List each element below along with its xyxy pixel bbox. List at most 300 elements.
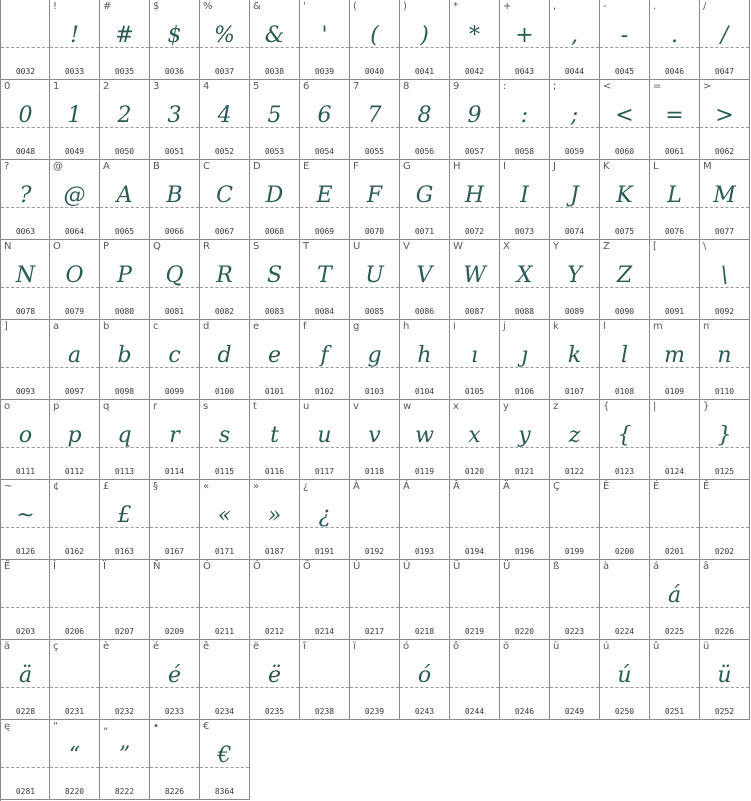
glyph-sample	[550, 500, 599, 532]
glyph-sample	[400, 580, 449, 612]
char-code: 0196	[514, 547, 535, 556]
key-label: §	[153, 481, 158, 492]
glyph-cell	[500, 160, 550, 240]
char-code: 0058	[514, 147, 535, 156]
glyph-cell	[1, 80, 50, 160]
glyph-cell	[600, 240, 650, 320]
glyph-sample	[50, 580, 99, 612]
char-code: 0033	[64, 67, 85, 76]
glyph-sample: A	[116, 183, 133, 208]
glyph-sample: p	[67, 423, 82, 448]
glyph-cell	[400, 480, 450, 560]
glyph-sample: v	[368, 423, 381, 448]
char-code: 0203	[15, 627, 36, 636]
key-label: l	[603, 321, 606, 332]
key-label: +	[503, 1, 512, 12]
glyph-cell	[150, 560, 200, 640]
char-code: 0239	[364, 707, 385, 716]
glyph-sample: 9	[467, 103, 482, 128]
glyph-cell	[150, 320, 200, 400]
char-code: 0073	[514, 227, 535, 236]
key-label: M	[703, 161, 712, 172]
glyph-cell	[50, 480, 100, 560]
glyph-sample	[200, 580, 249, 612]
char-code: 0045	[614, 67, 635, 76]
key-label: D	[253, 161, 261, 172]
glyph-cell	[300, 560, 350, 640]
glyph-cell	[600, 400, 650, 480]
glyph-sample: &	[264, 23, 285, 48]
glyph-cell	[200, 80, 250, 160]
char-code: 0220	[514, 627, 535, 636]
key-label: S	[253, 241, 260, 252]
char-code: 0098	[114, 387, 135, 396]
glyph-cell	[500, 640, 550, 720]
key-label: =	[653, 81, 662, 92]
glyph-sample: y	[518, 423, 531, 448]
glyph-cell	[350, 80, 400, 160]
glyph-cell	[150, 720, 200, 800]
glyph-sample: ó	[417, 663, 432, 688]
glyph-cell	[450, 400, 500, 480]
key-label: :	[503, 81, 507, 92]
glyph-sample	[50, 500, 99, 532]
glyph-sample	[450, 660, 499, 692]
glyph-cell	[300, 240, 350, 320]
key-label: «	[203, 481, 210, 492]
glyph-sample	[1, 340, 50, 372]
glyph-sample: O	[65, 263, 84, 288]
glyph-sample	[1, 580, 50, 612]
char-code: 8222	[114, 787, 135, 796]
char-code: 0082	[214, 307, 235, 316]
char-code: 0121	[514, 467, 535, 476]
key-label: 8	[403, 81, 410, 92]
key-label: C	[203, 161, 210, 172]
char-code: 0202	[714, 547, 735, 556]
glyph-sample: T	[317, 263, 332, 288]
key-label: p	[53, 401, 60, 412]
char-code: 0191	[314, 547, 335, 556]
char-code: 0071	[414, 227, 435, 236]
key-label: >	[703, 81, 712, 92]
char-code: 0080	[114, 307, 135, 316]
char-code: 0212	[264, 627, 285, 636]
glyph-sample: {	[617, 423, 632, 448]
glyph-sample: +	[515, 23, 534, 48]
char-code: 0194	[464, 547, 485, 556]
key-label: ß	[553, 561, 560, 572]
key-label: f	[303, 321, 307, 332]
key-label: r	[153, 401, 158, 412]
glyph-sample: ä	[18, 663, 33, 688]
glyph-sample	[100, 660, 149, 692]
char-code: 0228	[15, 707, 36, 716]
char-code: 0226	[714, 627, 735, 636]
glyph-cell	[400, 400, 450, 480]
key-label: ;	[553, 81, 557, 92]
key-label: à	[603, 561, 610, 572]
glyph-sample	[100, 580, 149, 612]
key-label: ¢	[53, 481, 60, 492]
glyph-sample: 5	[267, 103, 282, 128]
key-label: !	[53, 1, 58, 12]
key-label: $	[153, 1, 160, 12]
char-code: 0041	[414, 67, 435, 76]
key-label: B	[153, 161, 160, 172]
char-code: 0234	[214, 707, 235, 716]
glyph-sample	[300, 660, 349, 692]
glyph-cell	[450, 560, 500, 640]
key-label: U	[353, 241, 361, 252]
key-label: ù	[553, 641, 560, 652]
key-label: ï	[353, 641, 356, 652]
key-label: &	[253, 1, 261, 12]
glyph-sample: n	[717, 343, 732, 368]
glyph-cell	[350, 0, 400, 80]
glyph-cell	[250, 160, 300, 240]
glyph-sample: =	[665, 103, 684, 128]
glyph-sample: #	[115, 23, 134, 48]
glyph-cell	[700, 400, 750, 480]
char-code: 0199	[564, 547, 585, 556]
glyph-sample: X	[516, 263, 533, 288]
key-label: Ï	[103, 561, 106, 572]
glyph-sample: 4	[217, 103, 232, 128]
char-code: 0093	[15, 387, 36, 396]
glyph-cell	[1, 240, 50, 320]
glyph-sample: F	[366, 183, 383, 208]
key-label: }	[703, 401, 710, 412]
glyph-sample: ~	[16, 503, 35, 528]
glyph-sample	[550, 660, 599, 692]
char-code: 0059	[564, 147, 585, 156]
char-code: 0224	[614, 627, 635, 636]
glyph-sample: /	[720, 23, 729, 48]
char-code: 0097	[64, 387, 85, 396]
char-code: 0050	[114, 147, 135, 156]
glyph-sample: :	[520, 103, 529, 128]
char-code: 0037	[214, 67, 235, 76]
key-label: Z	[603, 241, 610, 252]
glyph-cell	[100, 560, 150, 640]
glyph-sample: m	[664, 343, 685, 368]
glyph-sample: f	[320, 343, 329, 368]
glyph-sample: E	[316, 183, 333, 208]
glyph-cell	[650, 560, 700, 640]
glyph-sample: é	[167, 663, 182, 688]
char-code: 0066	[164, 227, 185, 236]
glyph-sample: u	[317, 423, 332, 448]
char-code: 0092	[714, 307, 735, 316]
glyph-cell	[1, 560, 50, 640]
key-label: •	[153, 721, 159, 732]
glyph-sample: P	[117, 263, 132, 288]
char-code: 0064	[64, 227, 85, 236]
glyph-sample: !	[70, 23, 79, 48]
key-label: ,	[553, 1, 557, 12]
key-label: Ô	[253, 561, 261, 572]
glyph-cell	[200, 720, 250, 800]
key-label: (	[353, 1, 357, 12]
glyph-sample: ;	[570, 103, 579, 128]
glyph-cell	[1, 640, 50, 720]
glyph-sample: Q	[165, 263, 184, 288]
char-code: 0232	[114, 707, 135, 716]
glyph-cell	[100, 240, 150, 320]
key-label: ¿	[303, 481, 309, 492]
glyph-sample	[350, 500, 399, 532]
glyph-sample: Z	[616, 263, 633, 288]
key-label: )	[403, 1, 407, 12]
glyph-cell	[650, 640, 700, 720]
glyph-cell	[300, 640, 350, 720]
key-label: F	[353, 161, 359, 172]
char-code: 0117	[314, 467, 335, 476]
glyph-cell	[100, 640, 150, 720]
glyph-sample: V	[416, 263, 433, 288]
glyph-cell	[450, 640, 500, 720]
glyph-cell	[400, 320, 450, 400]
key-label: *	[453, 1, 458, 12]
glyph-cell	[350, 400, 400, 480]
key-label: b	[103, 321, 110, 332]
glyph-sample: g	[367, 343, 382, 368]
glyph-cell	[550, 560, 600, 640]
glyph-sample: e	[267, 343, 282, 368]
char-code: 0052	[214, 147, 235, 156]
glyph-sample	[500, 500, 549, 532]
glyph-cell	[50, 720, 100, 800]
glyph-cell	[50, 80, 100, 160]
glyph-cell	[100, 480, 150, 560]
char-code: 0075	[614, 227, 635, 236]
glyph-sample: b	[117, 343, 132, 368]
key-label: j	[503, 321, 506, 332]
char-code: 0206	[64, 627, 85, 636]
char-code: 0109	[664, 387, 685, 396]
char-code: 0104	[414, 387, 435, 396]
glyph-sample: Y	[567, 263, 582, 288]
char-code: 0042	[464, 67, 485, 76]
glyph-sample	[1, 740, 50, 772]
glyph-cell	[200, 320, 250, 400]
glyph-cell	[300, 80, 350, 160]
glyph-sample	[150, 580, 199, 612]
char-code: 0110	[714, 387, 735, 396]
glyph-cell	[600, 480, 650, 560]
glyph-cell	[600, 320, 650, 400]
glyph-cell	[50, 400, 100, 480]
char-code: 0062	[714, 147, 735, 156]
glyph-sample: ?	[19, 183, 32, 208]
glyph-cell	[650, 160, 700, 240]
glyph-sample	[350, 660, 399, 692]
glyph-sample	[700, 500, 749, 532]
glyph-cell	[150, 160, 200, 240]
key-label: Ù	[353, 561, 361, 572]
char-code: 0086	[414, 307, 435, 316]
key-label: Ç	[553, 481, 560, 492]
glyph-sample: R	[216, 263, 233, 288]
glyph-sample	[150, 500, 199, 532]
char-code: 0044	[564, 67, 585, 76]
glyph-cell	[300, 480, 350, 560]
glyph-sample: -	[620, 23, 629, 48]
glyph-cell	[200, 160, 250, 240]
glyph-cell	[50, 240, 100, 320]
key-label: #	[103, 1, 112, 12]
key-label: H	[453, 161, 461, 172]
key-label: t	[253, 401, 257, 412]
char-code: 0219	[464, 627, 485, 636]
char-code: 0056	[414, 147, 435, 156]
glyph-cell	[600, 0, 650, 80]
glyph-sample: l	[620, 343, 629, 368]
glyph-cell	[700, 0, 750, 80]
glyph-cell	[550, 640, 600, 720]
glyph-sample: K	[616, 183, 633, 208]
char-code: 0244	[464, 707, 485, 716]
key-label: N	[4, 241, 12, 252]
char-code: 0088	[514, 307, 535, 316]
char-code: 0122	[564, 467, 585, 476]
char-code: 0162	[64, 547, 85, 556]
glyph-sample	[650, 500, 699, 532]
glyph-sample: ȷ	[521, 343, 528, 368]
key-label: I	[503, 161, 506, 172]
key-label: €	[203, 721, 210, 732]
glyph-sample: ¿	[318, 503, 331, 528]
glyph-cell	[300, 400, 350, 480]
key-label: %	[203, 1, 213, 12]
glyph-cell	[500, 480, 550, 560]
glyph-cell	[1, 400, 50, 480]
glyph-sample: C	[216, 183, 233, 208]
char-code: 0125	[714, 467, 735, 476]
char-code: 0054	[314, 147, 335, 156]
key-label: A	[103, 161, 110, 172]
glyph-cell	[500, 320, 550, 400]
glyph-sample: S	[266, 263, 283, 288]
glyph-sample: ”	[118, 743, 131, 768]
glyph-cell	[700, 160, 750, 240]
glyph-cell	[100, 160, 150, 240]
char-code: 0249	[564, 707, 585, 716]
glyph-sample	[500, 660, 549, 692]
key-label: ę	[4, 721, 11, 732]
char-code: 8226	[164, 787, 185, 796]
glyph-sample	[300, 580, 349, 612]
glyph-sample	[1, 20, 50, 52]
key-label: P	[103, 241, 110, 252]
key-label: ü	[703, 641, 710, 652]
char-code: 0120	[464, 467, 485, 476]
glyph-sample: r	[169, 423, 180, 448]
key-label: ä	[4, 641, 11, 652]
glyph-cell	[250, 0, 300, 80]
key-label: '	[303, 1, 306, 12]
glyph-sample	[450, 580, 499, 612]
char-code: 0218	[414, 627, 435, 636]
char-code: 0118	[364, 467, 385, 476]
char-code: 0063	[15, 227, 36, 236]
glyph-cell	[50, 560, 100, 640]
key-label: E	[303, 161, 310, 172]
key-label: v	[353, 401, 359, 412]
key-label: Ü	[503, 561, 511, 572]
key-label: Ñ	[153, 561, 161, 572]
char-code: 0107	[564, 387, 585, 396]
glyph-cell	[50, 320, 100, 400]
char-code: 0112	[64, 467, 85, 476]
glyph-cell	[50, 0, 100, 80]
char-code: 0039	[314, 67, 335, 76]
char-code: 0167	[164, 547, 185, 556]
char-code: 0238	[314, 707, 335, 716]
key-label: c	[153, 321, 159, 332]
key-label: K	[603, 161, 610, 172]
char-code: 0193	[414, 547, 435, 556]
char-code: 0081	[164, 307, 185, 316]
glyph-sample: \	[720, 263, 729, 288]
glyph-cell	[500, 560, 550, 640]
glyph-sample	[600, 500, 649, 532]
glyph-sample: ü	[717, 663, 732, 688]
glyph-cell	[450, 320, 500, 400]
key-label: k	[553, 321, 559, 332]
glyph-sample: I	[520, 183, 529, 208]
glyph-cell	[600, 640, 650, 720]
key-label: X	[503, 241, 510, 252]
glyph-sample: ,	[571, 23, 578, 48]
key-label: ö	[503, 641, 510, 652]
char-code: 0070	[364, 227, 385, 236]
char-code: 0069	[314, 227, 335, 236]
key-label: y	[503, 401, 509, 412]
char-code: 0187	[264, 547, 285, 556]
key-label: ~	[4, 481, 13, 492]
glyph-cell	[700, 560, 750, 640]
glyph-cell	[500, 400, 550, 480]
char-code: 0251	[664, 707, 685, 716]
glyph-sample: }	[717, 423, 732, 448]
key-label: W	[453, 241, 463, 252]
char-code: 0055	[364, 147, 385, 156]
key-label: {	[603, 401, 610, 412]
glyph-sample	[200, 660, 249, 692]
glyph-cell	[300, 0, 350, 80]
glyph-cell	[400, 240, 450, 320]
glyph-cell	[100, 80, 150, 160]
glyph-sample: z	[568, 423, 581, 448]
char-code: 0089	[564, 307, 585, 316]
key-label: ë	[253, 641, 260, 652]
glyph-cell	[700, 80, 750, 160]
char-code: 0163	[114, 547, 135, 556]
char-code: 0106	[514, 387, 535, 396]
key-label: O	[53, 241, 61, 252]
glyph-cell	[200, 400, 250, 480]
glyph-cell	[600, 80, 650, 160]
char-code: 0074	[564, 227, 585, 236]
key-label: x	[453, 401, 459, 412]
char-code: 0099	[164, 387, 185, 396]
key-label: 1	[53, 81, 60, 92]
char-code: 0217	[364, 627, 385, 636]
glyph-cell	[100, 400, 150, 480]
key-label: G	[403, 161, 411, 172]
